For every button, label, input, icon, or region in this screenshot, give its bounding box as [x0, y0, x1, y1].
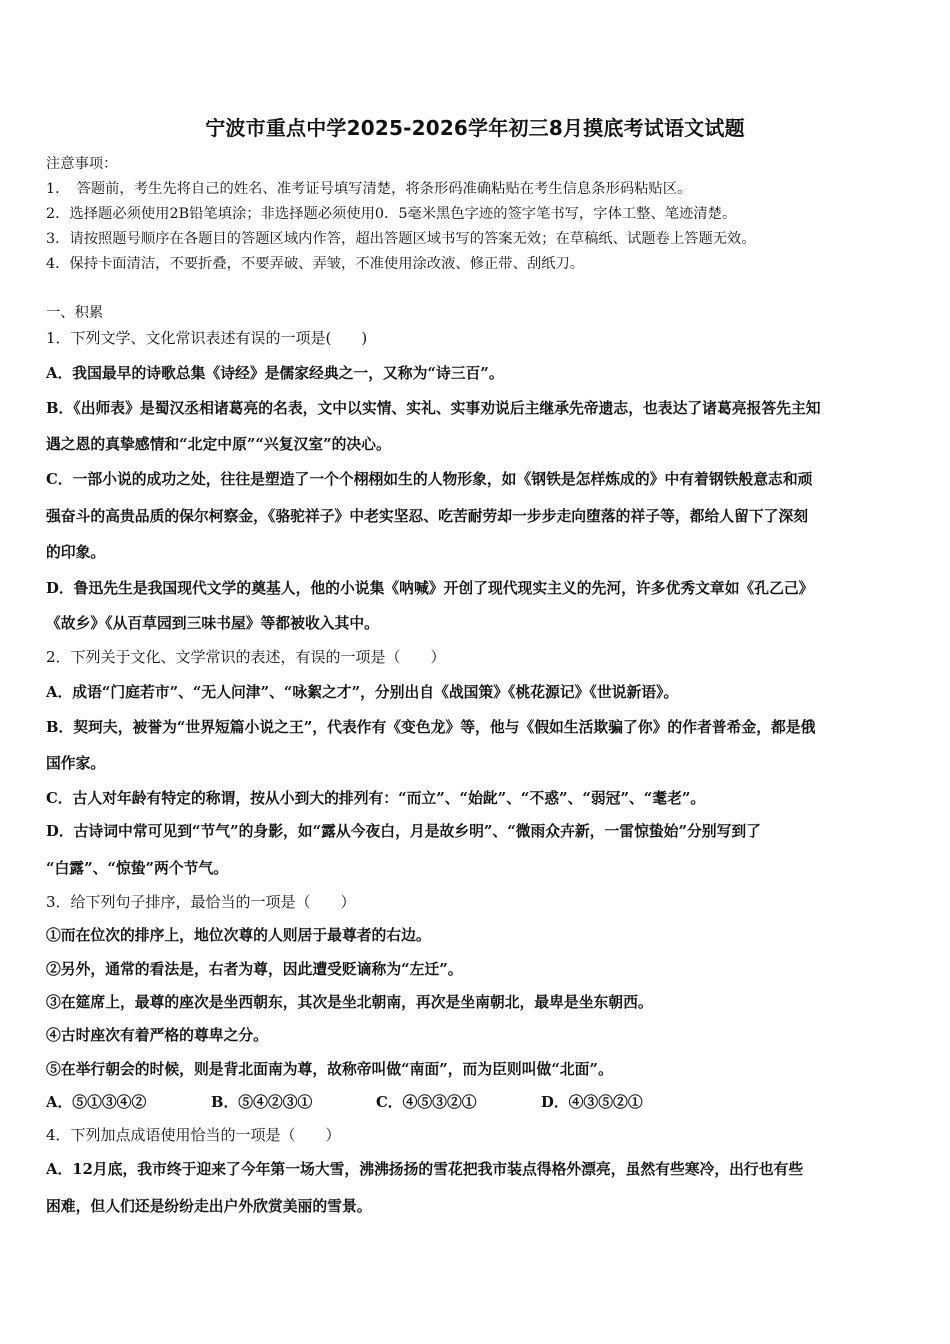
question-4-option-a: A．12月底，我市终于迎来了今年第一场大雪，沸沸扬扬的雪花把我市装点得格外漂亮，虽然有些寒冷，出行也有些: [46, 1161, 804, 1178]
question-3-sentence: ④古时座次有着严格的尊卑之分。: [46, 1027, 268, 1044]
page-title: 宁波市重点中学2025-2026学年初三8月摸底考试语文试题: [205, 116, 745, 140]
question-4-stem: 4．下列加点成语使用恰当的一项是（ ）: [46, 1126, 341, 1144]
question-3-option-c: C．④⑤③②①: [376, 1094, 477, 1111]
question-4-option-a-cont: 困难，但人们还是纷纷走出户外欣赏美丽的雪景。: [46, 1198, 372, 1215]
question-1-stem: 1．下列文学、文化常识表述有误的一项是( ): [46, 329, 368, 347]
question-2-option-d: D．古诗词中常可见到“节气”的身影，如“露从今夜白，月是故乡明”、“微雨众卉新，一雷惊蛰始”分别写到了: [46, 823, 761, 840]
question-2-stem: 2．下列关于文化、文学常识的表述，有误的一项是（ ）: [46, 648, 446, 666]
question-1-option-a: A．我国最早的诗歌总集《诗经》是儒家经典之一，又称为“诗三百”。: [46, 365, 504, 382]
notice-item: 2．选择题必须使用2B铅笔填涂；非选择题必须使用0．5毫米黑色字迹的签字笔书写，字体工整、笔迹清楚。: [46, 206, 737, 222]
question-1-option-d: D．鲁迅先生是我国现代文学的奠基人，他的小说集《呐喊》开创了现代现实主义的先河，许多优秀文章如《孔乙己》: [46, 580, 814, 597]
notice-item: 1． 答题前，考生先将自己的姓名、准考证号填写清楚，将条形码准确粘贴在考生信息条形码粘贴区。: [46, 181, 692, 197]
question-3-sentence: ③在筵席上，最尊的座次是坐西朝东，其次是坐北朝南，再次是坐南朝北，最卑是坐东朝西。: [46, 994, 653, 1011]
question-1-option-c: C．一部小说的成功之处，往往是塑造了一个个栩栩如生的人物形象，如《钢铁是怎样炼成的》中有着钢铁般意志和顽: [46, 471, 813, 488]
question-2-option-d-cont: “白露”、“惊蛰”两个节气。: [46, 860, 229, 877]
question-3-option-b: B．⑤④②③①: [211, 1094, 313, 1111]
notice-item: 3．请按照题号顺序在各题目的答题区域内作答，超出答题区域书写的答案无效；在草稿纸、试题卷上答题无效。: [46, 231, 756, 247]
question-3-sentence: ⑤在举行朝会的时候，则是背北面南为尊，故称帝叫做“南面”，而为臣则叫做“北面”。: [46, 1061, 613, 1078]
notice-item: 4．保持卡面清洁，不要折叠，不要弄破、弄皱，不准使用涂改液、修正带、刮纸刀。: [46, 256, 585, 272]
question-3-sentence: ②另外，通常的看法是，右者为尊，因此遭受贬谪称为“左迁”。: [46, 961, 463, 978]
question-2-option-a: A．成语“门庭若市”、“无人问津”、“咏絮之才”，分别出自《战国策》《桃花源记》《世说新语》。: [46, 684, 679, 701]
question-1-option-c-cont: 的印象。: [46, 544, 106, 561]
question-3-option-d: D．④③⑤②①: [541, 1094, 643, 1111]
question-2-option-c: C．古人对年龄有特定的称谓，按从小到大的排列有：“而立”、“始龀”、“不惑”、“弱冠”、“耄老”。: [46, 790, 706, 807]
question-1-option-c-cont: 强奋斗的高贵品质的保尔柯察金，《骆驼祥子》中老实坚忍、吃苦耐劳却一步步走向堕落的祥子等，都给人留下了深刻: [46, 508, 809, 525]
question-2-option-b-cont: 国作家。: [46, 755, 106, 772]
question-3-stem: 3．给下列句子排序，最恰当的一项是（ ）: [46, 893, 356, 911]
question-3-option-a: A．⑤①③④②: [46, 1094, 147, 1111]
question-1-option-d-cont: 《故乡》《从百草园到三味书屋》等都被收入其中。: [46, 615, 379, 632]
question-2-option-b: B．契珂夫，被誉为“世界短篇小说之王”，代表作有《变色龙》等，他与《假如生活欺骗了你》的作者普希金，都是俄: [46, 719, 816, 736]
section-heading: 一、积累: [46, 305, 104, 321]
question-1-option-b: B．《出师表》是蜀汉丞相诸葛亮的名表，文中以实情、实礼、实事劝说后主继承先帝遗志，也表达了诸葛亮报答先主知: [46, 400, 821, 417]
question-1-option-b-cont: 遇之恩的真挚感情和“北定中原”“兴复汉室”的决心。: [46, 436, 391, 453]
question-3-sentence: ①而在位次的排序上，地位次尊的人则居于最尊者的右边。: [46, 927, 431, 944]
notice-heading: 注意事项：: [46, 156, 118, 172]
